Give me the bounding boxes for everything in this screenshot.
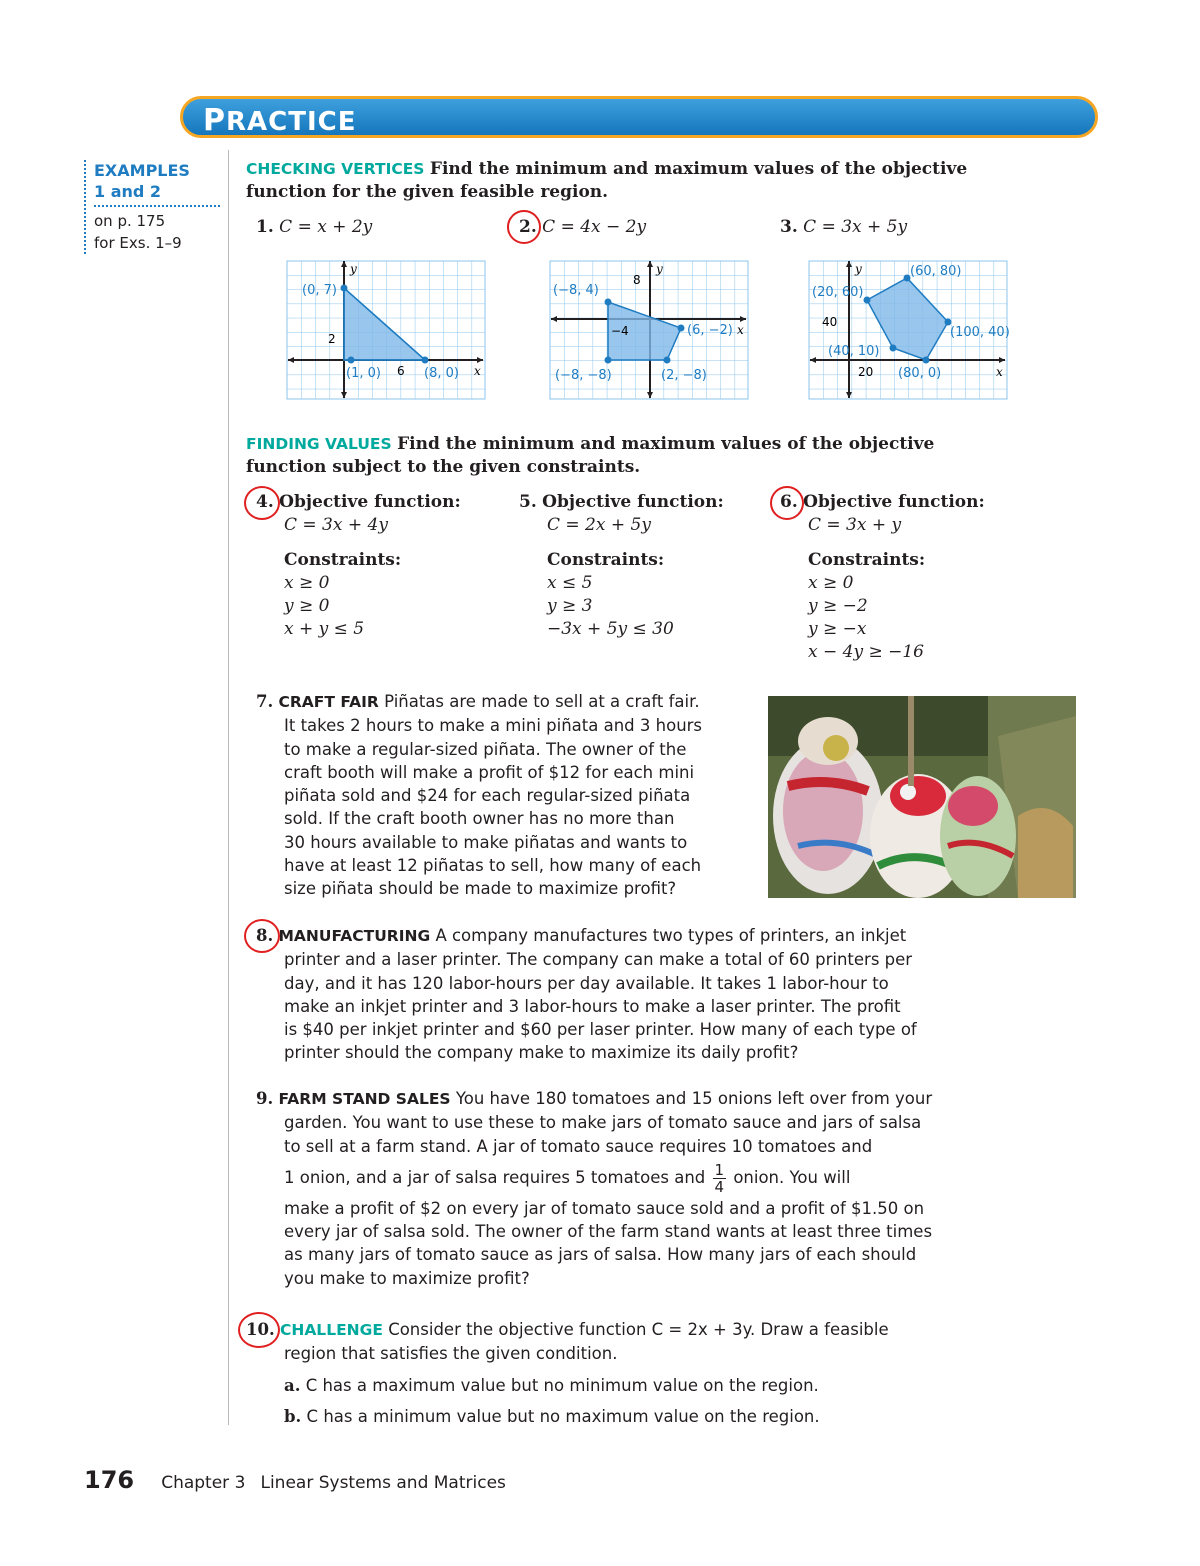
tick-label: 6 bbox=[397, 364, 405, 378]
exercise-6: 6. Objective function: C = 3x + y Constraints: x ≥ 0 y ≥ −2 y ≥ −x x − 4y ≥ −16 bbox=[780, 492, 985, 662]
vertex-point bbox=[605, 357, 612, 364]
vertex-label: (1, 0) bbox=[346, 366, 381, 381]
vertex-label: (−8, −8) bbox=[555, 368, 612, 383]
checking-prompt-1: Find the minimum and maximum values of the objective bbox=[429, 159, 968, 179]
page-number: 176 bbox=[84, 1466, 135, 1494]
vertex-label: (60, 80) bbox=[910, 264, 962, 279]
finding-prompt-1: Find the minimum and maximum values of the objective bbox=[397, 434, 935, 454]
vertex-label: (40, 10) bbox=[828, 344, 880, 359]
vertex-point bbox=[678, 325, 685, 332]
checking-heading: CHECKING VERTICES bbox=[246, 160, 425, 178]
exercise-3: 3. C = 3x + 5y bbox=[780, 217, 908, 237]
exercise-2-function: C = 4x − 2y bbox=[542, 217, 647, 237]
column-divider bbox=[228, 150, 229, 1425]
red-circle-mark bbox=[770, 486, 804, 520]
vertex-point bbox=[664, 357, 671, 364]
vertex-point bbox=[422, 357, 429, 364]
vertex-point bbox=[864, 297, 871, 304]
checking-vertices-instructions bbox=[246, 158, 1006, 204]
exercise-4: 4. Objective function: C = 3x + 4y Constraints: x ≥ 0 y ≥ 0 x + y ≤ 5 bbox=[256, 492, 461, 639]
x-axis-label: x bbox=[474, 364, 481, 378]
graph-exercise-2 bbox=[547, 258, 751, 402]
finding-heading: FINDING VALUES bbox=[246, 435, 392, 453]
page-footer bbox=[84, 1466, 506, 1494]
vertex-point bbox=[890, 345, 897, 352]
fraction-one-quarter: $\frac{1}{4}$ bbox=[714, 1160, 725, 1196]
vertex-label: (80, 0) bbox=[898, 366, 942, 381]
vertex-point bbox=[348, 357, 355, 364]
exercise-1-function: C = x + 2y bbox=[279, 217, 373, 237]
finding-prompt-2: function subject to the given constraints. bbox=[246, 457, 641, 477]
examples-sidebar bbox=[84, 160, 220, 254]
exercise-7: 7. CRAFT FAIR Piñatas are made to sell at a craft fair. It takes 2 hours to make a mini piñata and 3 hours to make a regular-sized piñata. The owner of the craft booth will make a profit of $12 for each mini piñata sold and $24 for each regular-sized piñata sold. If the craft booth owner has no more than 30 hours available to make piñatas and wants to have at least 12 piñatas to sell, how many of each size piñata should be made to maximize profit? bbox=[256, 692, 703, 899]
sidebar-example-numbers: 1 and 2 bbox=[94, 182, 162, 201]
vertex-label: (−8, 4) bbox=[553, 283, 599, 298]
checking-prompt-2: function for the given feasible region. bbox=[246, 182, 609, 202]
vertex-point bbox=[341, 285, 348, 292]
vertex-label: (8, 0) bbox=[424, 366, 459, 381]
tick-label: −4 bbox=[611, 324, 629, 338]
red-circle-mark bbox=[244, 486, 280, 520]
vertex-label: (2, −8) bbox=[661, 368, 707, 383]
red-circle-mark bbox=[238, 1312, 280, 1348]
red-circle-mark bbox=[507, 210, 541, 244]
exercise-5: 5. Objective function: C = 2x + 5y Constraints: x ≤ 5 y ≥ 3 −3x + 5y ≤ 30 bbox=[519, 492, 724, 639]
tick-label: 2 bbox=[328, 332, 336, 346]
y-axis-label: y bbox=[350, 262, 357, 276]
chapter-label: Chapter 3 bbox=[161, 1473, 246, 1493]
vertex-label: (6, −2) bbox=[687, 323, 733, 338]
sidebar-exercises: for Exs. 1–9 bbox=[94, 234, 182, 252]
practice-banner bbox=[180, 96, 1098, 138]
y-axis-label: y bbox=[855, 262, 862, 276]
chapter-title: Linear Systems and Matrices bbox=[260, 1473, 506, 1493]
pinata-photo bbox=[768, 696, 1076, 898]
x-axis-label: x bbox=[996, 365, 1003, 379]
vertex-point bbox=[605, 299, 612, 306]
banner-title: PRACTICE bbox=[203, 103, 357, 138]
red-circle-mark bbox=[244, 919, 280, 953]
y-axis-label: y bbox=[656, 262, 663, 276]
exercise-8: 8. MANUFACTURING A company manufactures two types of printers, an inkjet printer and a laser printer. The company can make a total of 60 printers per day, and it has 120 labor-hours per day available. It takes 1 labor-hour to make an inkjet printer and 3 labor-hours to make a laser printer. The profit is $40 per inkjet printer and $60 per laser printer. How many of each type of printer should the company make to maximize its daily profit? bbox=[256, 926, 917, 1063]
sidebar-examples: EXAMPLES bbox=[94, 161, 190, 180]
exercise-9: 9. FARM STAND SALES You have 180 tomatoes and 15 onions left over from your garden. You want to use these to make jars of tomato sauce and jars of salsa to sell at a farm stand. A jar of tomato sauce requires 10 tomatoes and 1 onion, and a jar of salsa requires 5 tomatoes and $\frac{1}{4}$ onion. You will make a profit of $2 on every jar of tomato sauce sold and a profit of $1.50 on every jar of salsa sold. The owner of the farm stand wants at least three times as many jars of tomato sauce as jars of salsa. How many jars of each should you make to maximize profit? bbox=[256, 1089, 933, 1288]
tick-label: 8 bbox=[633, 273, 641, 287]
exercise-10: 10. CHALLENGE Consider the objective function C = 2x + 3y. Draw a feasible region that satisfies the given condition. a. C has a maximum value but no minimum value on the region. b. C has a minimum value but no maximum value on the region. bbox=[246, 1320, 889, 1426]
sidebar-page: on p. 175 bbox=[94, 212, 166, 230]
vertex-label: (20, 60) bbox=[812, 285, 864, 300]
exercise-2: 2. C = 4x − 2y bbox=[519, 217, 647, 237]
graph-exercise-3 bbox=[806, 258, 1010, 402]
exercise-3-function: C = 3x + 5y bbox=[803, 217, 908, 237]
tick-label: 40 bbox=[822, 315, 838, 329]
exercise-1: 1. C = x + 2y bbox=[256, 217, 373, 237]
x-axis-label: x bbox=[737, 323, 744, 337]
vertex-label: (100, 40) bbox=[950, 325, 1010, 340]
tick-label: 20 bbox=[858, 365, 874, 379]
vertex-point bbox=[923, 357, 930, 364]
finding-values-instructions bbox=[246, 433, 1006, 479]
graph-exercise-1 bbox=[284, 258, 488, 402]
vertex-label: (0, 7) bbox=[302, 283, 337, 298]
